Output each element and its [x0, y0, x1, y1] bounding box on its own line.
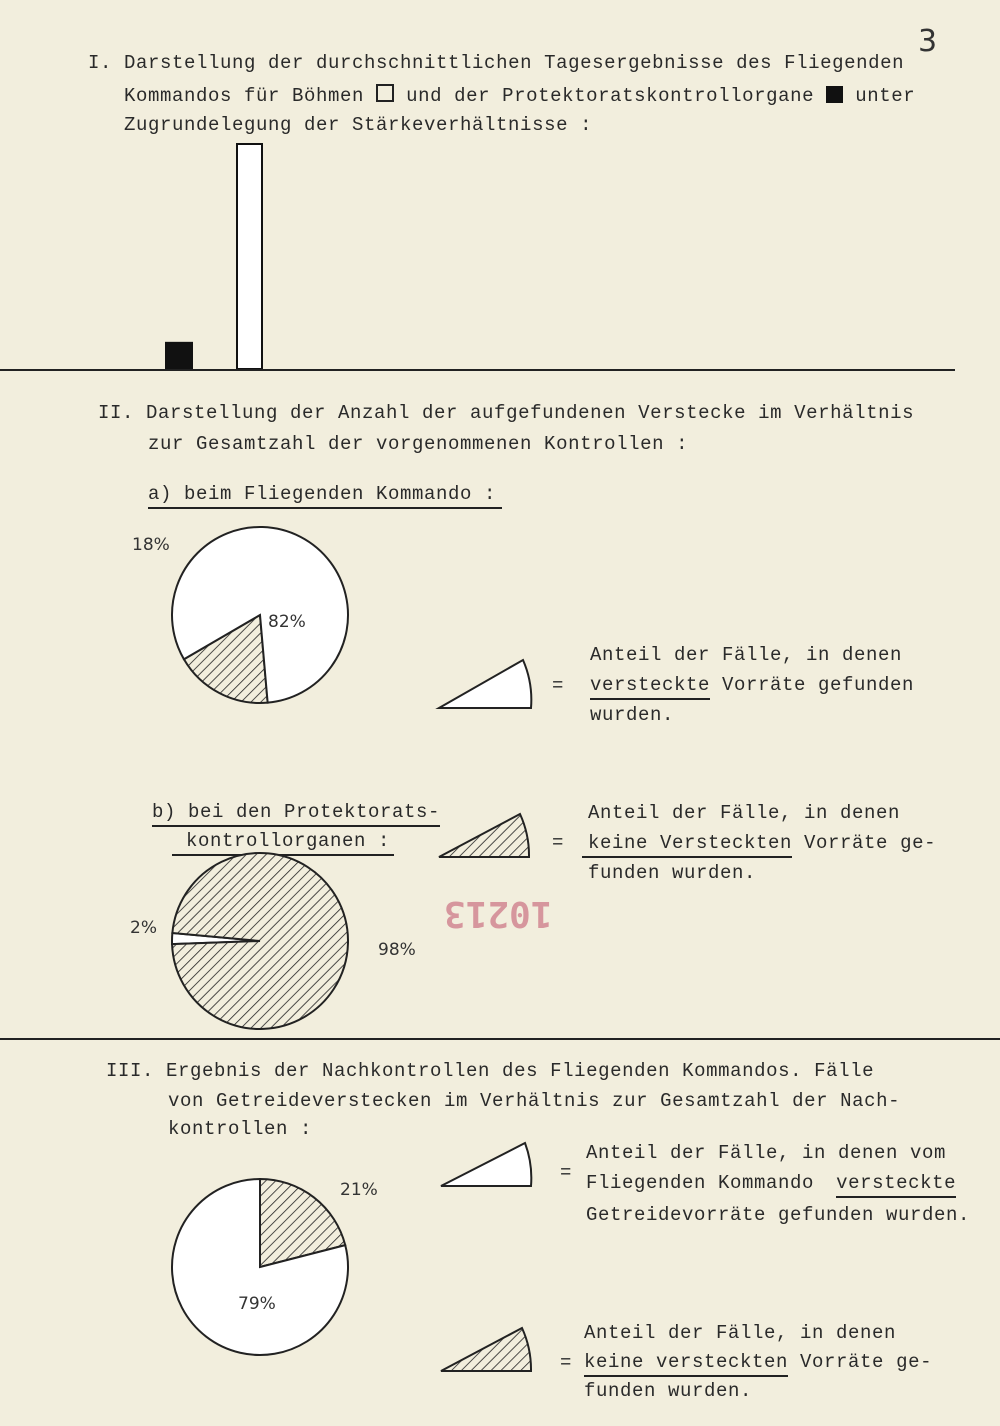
section3-legend2-rest: Vorräte ge- — [788, 1351, 933, 1373]
section1-line2c: unter — [855, 85, 916, 107]
section2-b-label2-wrap — [172, 830, 394, 852]
section2-b-label2: kontrollorganen : — [172, 830, 394, 856]
section3-legend1-line2 — [586, 1172, 956, 1194]
legend1-line3: wurden. — [590, 704, 675, 726]
section3-legend1-underlined: versteckte — [836, 1172, 956, 1198]
legend-wedge-open-1 — [436, 655, 536, 715]
section3-legend2-underlined: keine versteckten — [584, 1351, 788, 1377]
section2-line1: II. Darstellung der Anzahl der aufgefundenen Verstecke im Verhältnis — [98, 402, 915, 424]
pie-chart-a — [170, 525, 350, 705]
registry-stamp: 10213 — [444, 893, 553, 934]
bar-chart — [0, 0, 1000, 400]
section1-line2b: und der Protektoratskontrollorgane — [406, 85, 815, 107]
section2-a-label-wrap — [148, 483, 502, 505]
legend2-line2 — [582, 832, 936, 854]
section2-b-label1-wrap — [152, 801, 440, 823]
section3-legend1-line3: Getreidevorräte gefunden wurden. — [586, 1204, 971, 1226]
bar-fliegendes-kommando — [237, 144, 262, 369]
legend-wedge-hatched-1 — [436, 810, 536, 862]
legend1-rest: Vorräte gefunden — [710, 674, 915, 696]
section3-line2: von Getreideverstecken im Verhältnis zur Gesamtzahl der Nach- — [168, 1090, 901, 1112]
pie-chart-c — [170, 1177, 350, 1357]
equals-sign: = — [552, 675, 565, 697]
legend2-rest: Vorräte ge- — [792, 832, 937, 854]
equals-sign: = — [560, 1162, 573, 1184]
pie-chart-b — [170, 851, 350, 1031]
section-divider-2 — [0, 1038, 1000, 1040]
legend-wedge-open-2 — [438, 1140, 538, 1192]
section3-legend2-line2 — [584, 1351, 932, 1373]
section1-line3: Zugrundelegung der Stärkeverhältnisse : — [124, 114, 593, 136]
section3-legend2-line1: Anteil der Fälle, in denen — [584, 1322, 897, 1344]
equals-sign: = — [560, 1352, 573, 1374]
pie-b-label-small: 2% — [130, 918, 157, 938]
section3-legend1-line2a: Fliegenden Kommando — [586, 1172, 815, 1194]
section2-b-label1: b) bei den Protektorats- — [152, 801, 440, 827]
section1-line1: I. Darstellung der durchschnittlichen Tagesergebnisse des Fliegenden — [88, 52, 905, 74]
bar-protektoratskontrollorgane — [166, 343, 192, 369]
section2-a-label: a) beim Fliegenden Kommando : — [148, 483, 502, 509]
section2-line2: zur Gesamtzahl der vorgenommenen Kontrollen : — [148, 433, 689, 455]
pie-a-label-small: 18% — [132, 535, 170, 555]
legend1-line2 — [590, 674, 914, 696]
section3-line1: III. Ergebnis der Nachkontrollen des Fliegenden Kommandos. Fälle — [106, 1060, 875, 1082]
section3-legend1-line1: Anteil der Fälle, in denen vom — [586, 1142, 947, 1164]
legend-wedge-hatched-2 — [438, 1324, 538, 1376]
section3-line3: kontrollen : — [168, 1118, 313, 1140]
page-number: 3 — [918, 24, 938, 59]
equals-sign: = — [552, 832, 565, 854]
legend1-line1: Anteil der Fälle, in denen — [590, 644, 903, 666]
pie-c-label-large: 79% — [238, 1294, 276, 1314]
legend2-line1: Anteil der Fälle, in denen — [588, 802, 901, 824]
section-divider-1 — [0, 369, 955, 371]
legend2-underlined: keine Versteckten — [582, 832, 792, 858]
pie-c-label-small: 21% — [340, 1180, 378, 1200]
legend1-underlined: versteckte — [590, 674, 710, 700]
section1-line2a: Kommandos für Böhmen — [124, 85, 365, 107]
section3-legend2-line3: funden wurden. — [584, 1380, 753, 1402]
legend2-line3: funden wurden. — [588, 862, 757, 884]
pie-a-label-large: 82% — [268, 612, 306, 632]
pie-b-label-large: 98% — [378, 940, 416, 960]
